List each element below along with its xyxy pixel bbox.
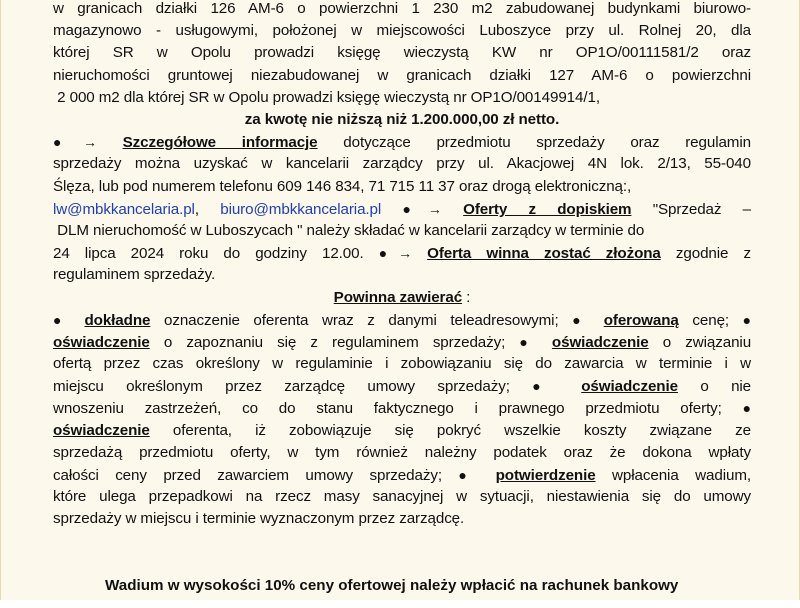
text-line: regulaminem sprzedaży. bbox=[53, 266, 216, 284]
requirements-line: wnoszeniu zastrzeżeń, co do stanu faktycznego i prawnego przedmiotu oferty; ● bbox=[53, 400, 751, 418]
offers-heading: Oferty z dopiskiem bbox=[463, 200, 632, 218]
arrow-bullet-icon: ●→ bbox=[402, 200, 442, 217]
bullet-icon: ● bbox=[53, 311, 71, 328]
text-line: sprzedaży można uzyskać w kancelarii zarządcy przy ul. Akacjowej 4N lok. 2/13, 55-040 bbox=[53, 155, 751, 173]
details-line: ●→ Szczegółowe informacje dotyczące przedmiotu sprzedaży oraz regulamin bbox=[53, 134, 751, 152]
text-line: nieruchomości gruntowej niezabudowanej w granicach działki 127 AM-6 o powierzchni bbox=[53, 66, 751, 84]
should-contain-heading: Powinna zawierać : bbox=[333, 288, 471, 306]
bullet-icon: ● bbox=[458, 467, 480, 484]
offer-submission-heading: Oferta winna zostać złożona bbox=[427, 245, 661, 263]
cut-off-line: Wadium w wysokości 10% ceny ofertowej należy wpłacić na rachunek bankowy bbox=[105, 577, 679, 594]
text-line: w granicach działki 126 AM-6 o powierzchni 1 230 m2 zabudowanej budynkami biurowo- bbox=[53, 0, 751, 17]
arrow-bullet-icon: ●→ bbox=[53, 134, 97, 151]
text-line: które ulega przepadkowi na rzecz masy sanacyjnej w sytuacji, niestawienia się do umowy bbox=[53, 488, 751, 506]
email-link-lw[interactable]: lw@mbkkancelaria.pl bbox=[53, 200, 195, 218]
details-heading: Szczegółowe informacje bbox=[122, 134, 318, 152]
bullet-icon: ● bbox=[532, 378, 559, 395]
text-line: DLM nieruchomość w Luboszycach " należy składać w kancelarii zarządcy w terminie do bbox=[57, 221, 645, 239]
bullet-icon: ● bbox=[742, 400, 751, 417]
requirements-line: ● dokładne oznaczenie oferenta wraz z danymi teleadresowymi; ● oferowaną cenę; ● bbox=[53, 311, 752, 329]
price-line: za kwotę nie niższą niż 1.200.000,00 zł netto. bbox=[244, 110, 560, 128]
bullet-icon: ● bbox=[519, 333, 538, 350]
text-line: sprzedażą przedmiotu oferty, w tym również należny podatek oraz że dokona wpłaty bbox=[53, 443, 751, 461]
deadline-line: 24 lipca 2024 roku do godziny 12.00. ●→ Oferta winna zostać złożona zgodnie z bbox=[53, 245, 751, 263]
text-line: ofertą przez czas określony w regulaminie i zobowiązaniu się do zawarcia w terminie i w bbox=[53, 355, 751, 373]
email-link-biuro[interactable]: biuro@mbkkancelaria.pl bbox=[220, 200, 382, 218]
text-line: sprzedaży w miejscu i terminie wyznaczonym przez zarządcę. bbox=[53, 510, 465, 528]
bullet-icon: ● bbox=[572, 311, 591, 328]
requirements-line: całości ceny przed zawarciem umowy sprzedaży; ● potwierdzenie wpłacenia wadium, bbox=[53, 467, 751, 485]
bullet-icon: ● bbox=[742, 311, 752, 328]
requirements-line: oświadczenie o zapoznaniu się z regulaminem sprzedaży; ● oświadczenie o związaniu bbox=[53, 333, 752, 351]
text-line: 2 000 m2 dla której SR w Opolu prowadzi księgę wieczystą nr OP1O/00149914/1, bbox=[57, 88, 600, 106]
text-line: Ślęza, lub pod numerem telefonu 609 146 834, 71 715 11 37 oraz drogą elektroniczną:, bbox=[53, 177, 632, 195]
text-line: magazynowo - usługowymi, położonej w miejscowości Luboszyce przy ul. Rolnej 20, dla bbox=[53, 22, 751, 40]
arrow-bullet-icon: ●→ bbox=[378, 245, 412, 262]
requirements-line: miejscu określonym przez zarządcę umowy sprzedaży; ● oświadczenie o nie bbox=[53, 378, 752, 396]
text-line: której SR w Opolu prowadzi księgę wieczystą KW nr OP1O/00111581/2 oraz bbox=[53, 44, 751, 62]
email-line: lw@mbkkancelaria.pl, biuro@mbkkancelaria.pl ●→ Oferty z dopiskiem "Sprzedaż – bbox=[53, 200, 751, 218]
requirements-line: oświadczenie oferenta, iż zobowiązuje się pokryć wszelkie koszty związane ze bbox=[53, 421, 751, 439]
notice-text bbox=[53, 0, 751, 531]
